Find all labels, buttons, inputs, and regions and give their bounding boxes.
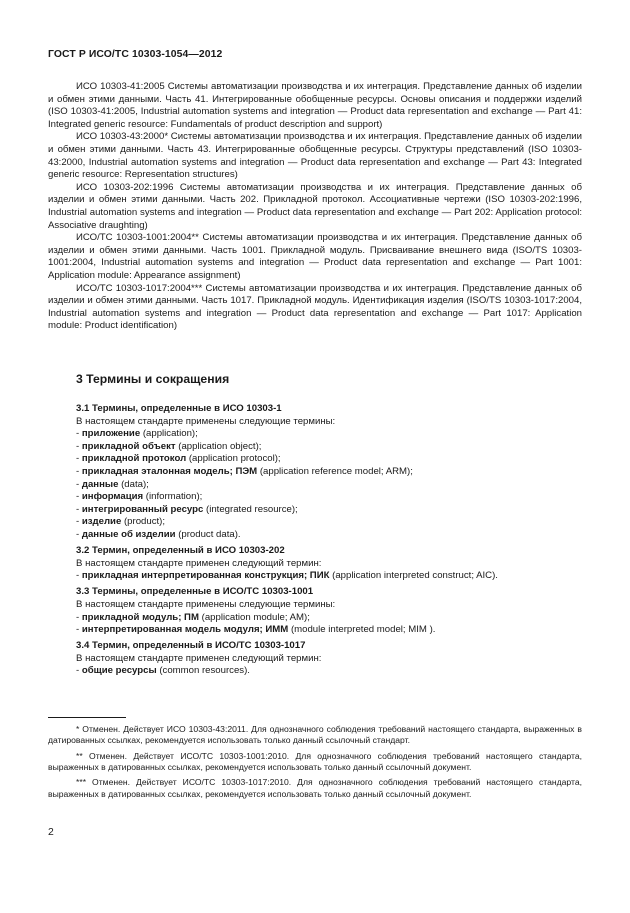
- subsection-heading: 3.2 Термин, определенный в ИСО 10303-202: [76, 545, 285, 557]
- term-item: [76, 441, 582, 454]
- term-list: [76, 612, 582, 637]
- term-name: информация: [81, 491, 144, 503]
- term-name: интерпретированная модель модуля; ИММ: [81, 624, 289, 636]
- term-dash: -: [76, 478, 82, 490]
- term-item: [76, 453, 582, 466]
- term-name: общие ресурсы: [81, 665, 157, 677]
- subsection-heading: 3.1 Термины, определенные в ИСО 10303-1: [76, 403, 282, 414]
- term-translation: (product);: [121, 516, 166, 528]
- term-name: прикладной объект: [81, 440, 176, 452]
- term-translation: (application interpreted construct; AIC).: [329, 570, 498, 582]
- term-translation: (data);: [118, 478, 149, 490]
- term-name: прикладная эталонная модель; ПЭМ: [81, 465, 258, 477]
- normative-references: [48, 81, 582, 333]
- footnote: ** Отменен. Действует ИСО/ТС 10303-1001:2010. Для однозначного соблюдения требований настоящего стандарта, выраженных в датированных ссылках, рекомендуется использовать только данный ссылочный документ.: [48, 750, 582, 772]
- term-translation: (application object);: [175, 440, 262, 452]
- term-item: [76, 529, 582, 542]
- term-dash: -: [76, 440, 82, 452]
- term-name: интегрированный ресурс: [81, 503, 204, 515]
- term-list: [76, 570, 582, 583]
- term-item: [76, 612, 582, 625]
- subsection-intro: В настоящем стандарте применен следующий термин:: [76, 652, 322, 664]
- term-translation: (application module; AM);: [198, 611, 310, 623]
- term-name: данные об изделии: [81, 528, 176, 540]
- term-item: [76, 504, 582, 517]
- term-list: [76, 665, 582, 678]
- term-dash: -: [76, 528, 82, 540]
- term-translation: (product data).: [175, 528, 241, 540]
- term-dash: -: [76, 428, 82, 440]
- term-translation: (application);: [140, 428, 198, 440]
- term-item: [76, 466, 582, 479]
- subsection-intro: В настоящем стандарте применен следующий термин:: [76, 557, 322, 569]
- term-dash: -: [76, 611, 82, 623]
- page-number: 2: [48, 827, 54, 838]
- running-header: ГОСТ Р ИСО/ТС 10303-1054—2012: [48, 49, 223, 60]
- term-item: [76, 516, 582, 529]
- term-dash: -: [76, 516, 82, 528]
- section-title: 3 Термины и сокращения: [76, 372, 230, 386]
- reference-paragraph: ИСО 10303-43:2000* Системы автоматизации производства и их интеграция. Представление данных об изделии и обмен этими данными. Часть 43. Интегрированные обобщенные ресурсы. Структуры представлений (ISO 10303-43:2000, Industrial automation systems and integration — Product data representation and exchange — Part 43: Integrated generic resource: Representation structures): [48, 131, 582, 181]
- subsection-heading: 3.3 Термины, определенные в ИСО/ТС 10303-1001: [76, 586, 314, 598]
- term-name: данные: [81, 478, 119, 490]
- term-item: [76, 624, 582, 637]
- term-translation: (application reference model; ARM);: [257, 465, 413, 477]
- term-dash: -: [76, 453, 82, 465]
- term-list: [76, 428, 582, 541]
- term-name: прикладная интерпретированная конструкция; ПИК: [81, 570, 330, 582]
- footnotes: [48, 724, 582, 804]
- term-translation: (integrated resource);: [203, 503, 298, 515]
- term-name: прикладной модуль; ПМ: [81, 611, 199, 623]
- term-dash: -: [76, 503, 82, 515]
- term-dash: -: [76, 570, 82, 582]
- reference-paragraph: ИСО 10303-41:2005 Системы автоматизации производства и их интеграция. Представление данных об изделии и обмен этими данными. Часть 41. Интегрированные обобщенные ресурсы. Основы описания и поддержки изделий (ISO 10303-41:2005, Industrial automation systems and integration — Product data representation and exchange — Part 41: Integrated generic resource: Fundamentals of product description and support): [48, 81, 582, 130]
- term-name: изделие: [81, 516, 122, 528]
- term-item: [76, 479, 582, 492]
- footnote-divider: [48, 717, 126, 718]
- subsection-heading: 3.4 Термин, определенный в ИСО/ТС 10303-1017: [76, 640, 306, 652]
- term-dash: -: [76, 665, 82, 677]
- term-dash: -: [76, 491, 82, 503]
- term-translation: (information);: [143, 491, 203, 503]
- term-translation: (application protocol);: [186, 453, 281, 465]
- term-translation: (module interpreted model; MIM ).: [288, 624, 436, 636]
- footnote: * Отменен. Действует ИСО 10303-43:2011. Для однозначного соблюдения требований настоящего стандарта, выраженных в датированных ссылках, рекомендуется использовать только данный ссылочный стандарт.: [48, 724, 582, 746]
- term-dash: -: [76, 465, 82, 477]
- term-item: [76, 428, 582, 441]
- reference-paragraph: ИСО/ТС 10303-1017:2004*** Системы автоматизации производства и их интеграция. Представление данных об изделии и обмен этими данными. Часть 1017. Прикладной модуль. Идентификация изделия (ISO/TS 10303-1017:2004, Industrial automation systems and integration — Product data representation and exchange — Part 1017: Application module: Product identification): [48, 282, 582, 332]
- reference-paragraph: ИСО/ТС 10303-1001:2004** Системы автоматизации производства и их интеграция. Представление данных об изделии и обмен этими данными. Часть 1001. Прикладной модуль. Присваивание внешнего вида (ISO/TS 10303-1001:2004, Industrial automation systems and integration — Product data representation and exchange — Part 1001: Application module: Appearance assignment): [48, 232, 582, 281]
- term-name: приложение: [81, 428, 141, 440]
- term-item: [76, 665, 582, 678]
- subsection-intro: В настоящем стандарте применены следующие термины:: [76, 415, 336, 427]
- subsection-intro: В настоящем стандарте применены следующие термины:: [76, 598, 336, 610]
- term-translation: (common resources).: [156, 665, 250, 677]
- terms-section: [76, 403, 582, 678]
- footnote: *** Отменен. Действует ИСО/ТС 10303-1017:2010. Для однозначного соблюдения требований настоящего стандарта, выраженных в датированных ссылках, рекомендуется использовать только данный ссылочный документ.: [48, 777, 582, 799]
- term-item: [76, 570, 582, 583]
- term-dash: -: [76, 624, 82, 636]
- term-name: прикладной протокол: [81, 453, 187, 465]
- term-item: [76, 491, 582, 504]
- reference-paragraph: ИСО 10303-202:1996 Системы автоматизации производства и их интеграция. Представление данных об изделии и обмен этими данными. Часть 202. Прикладной протокол. Ассоциативные чертежи (ISO 10303-202:1996, Industrial automation systems and integration — Product data representation and exchange — Part 202: Application protocol: Associative draughting): [48, 181, 582, 231]
